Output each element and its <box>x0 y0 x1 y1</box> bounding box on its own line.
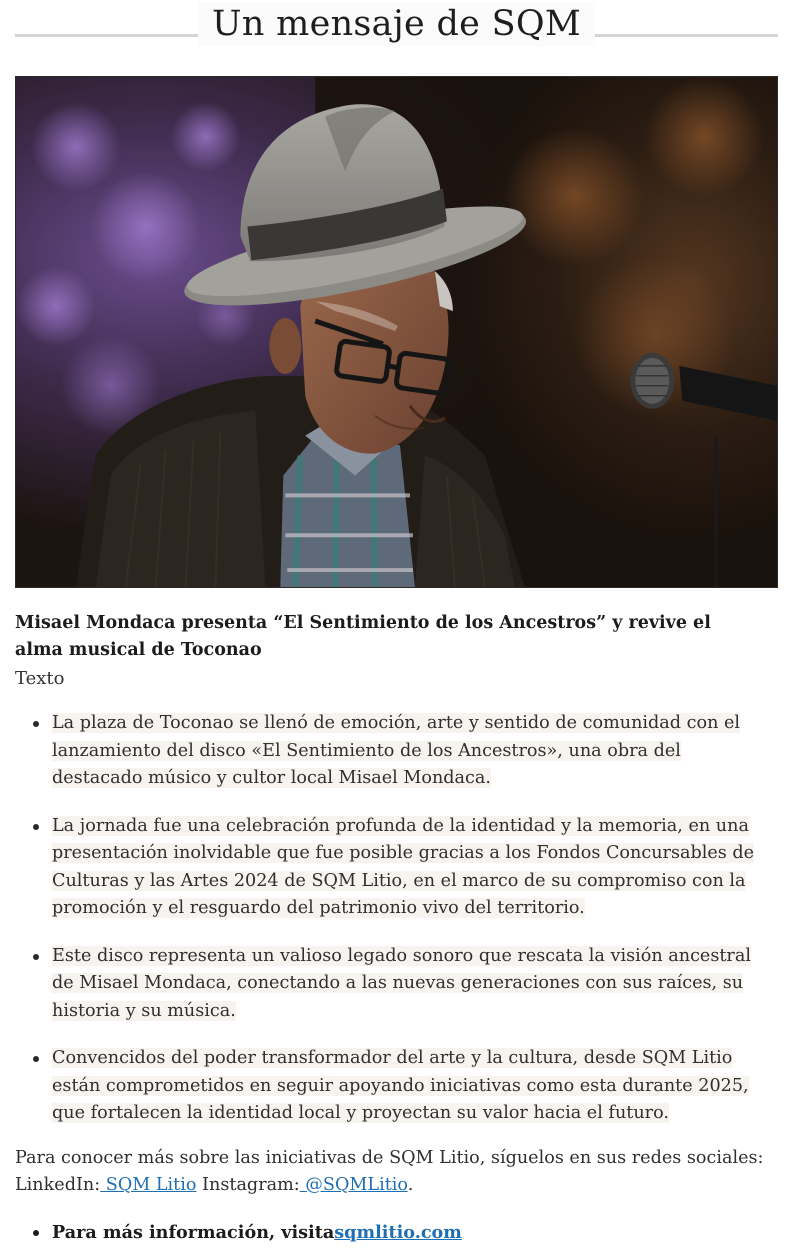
social-followup <box>15 1145 778 1199</box>
bullet-text: Este disco representa un valioso legado sonoro que rescata la visión ancestral de Misael Mondaca, conectando a las nuevas generaciones con sus raíces, su historia y su música. <box>52 945 751 1021</box>
bullet-text: La jornada fue una celebración profunda de la identidad y la memoria, en una presentación inolvidable que fue posible gracias a los Fondos Concursables de Culturas y las Artes 2024 de SQM Litio, en el marco de su compromiso con la promoción y el resguardo del patrimonio vivo del territorio. <box>52 815 755 918</box>
linkedin-label: LinkedIn: <box>15 1174 101 1195</box>
linkedin-link[interactable]: SQM Litio <box>100 1174 197 1195</box>
instagram-label: Instagram: <box>196 1174 300 1195</box>
website-link[interactable]: sqmlitio.com <box>334 1221 462 1243</box>
article-label: Texto <box>15 668 65 689</box>
bullet-text: La plaza de Toconao se llenó de emoción, arte y sentido de comunidad con el lanzamiento del disco «El Sentimiento de los Ancestros», una obra del destacado músico y cultor local Misael Mondaca. <box>52 713 741 788</box>
list-item <box>52 813 778 923</box>
more-info-list <box>15 1219 778 1246</box>
article-photo <box>15 76 778 588</box>
list-item <box>52 943 778 1026</box>
followup-end: . <box>407 1174 414 1195</box>
section-heading <box>15 0 778 68</box>
article-headline: Misael Mondaca presenta “El Sentimiento de los Ancestros” y revive el alma musical de Toconao <box>15 613 711 660</box>
list-item <box>52 710 778 793</box>
heading-rule-right <box>595 34 778 37</box>
list-item <box>52 1219 778 1246</box>
more-info-text: Para más información, visita <box>52 1221 335 1243</box>
photo-musician-icon <box>16 77 777 587</box>
article-bullet-list <box>15 710 778 1128</box>
page-title: Un mensaje de SQM <box>198 2 595 46</box>
list-item <box>52 1045 778 1128</box>
instagram-link[interactable]: @SQMLitio <box>299 1174 408 1195</box>
followup-intro: Para conocer más sobre las iniciativas de SQM Litio, síguelos en sus redes sociales: <box>15 1147 764 1168</box>
heading-rule-left <box>15 34 198 37</box>
bullet-text: Convencidos del poder transformador del arte y la cultura, desde SQM Litio están comprometidos en seguir apoyando iniciativas como esta durante 2025, que fortalecen la identidad local y proyectan su valor hacia el futuro. <box>52 1048 749 1123</box>
